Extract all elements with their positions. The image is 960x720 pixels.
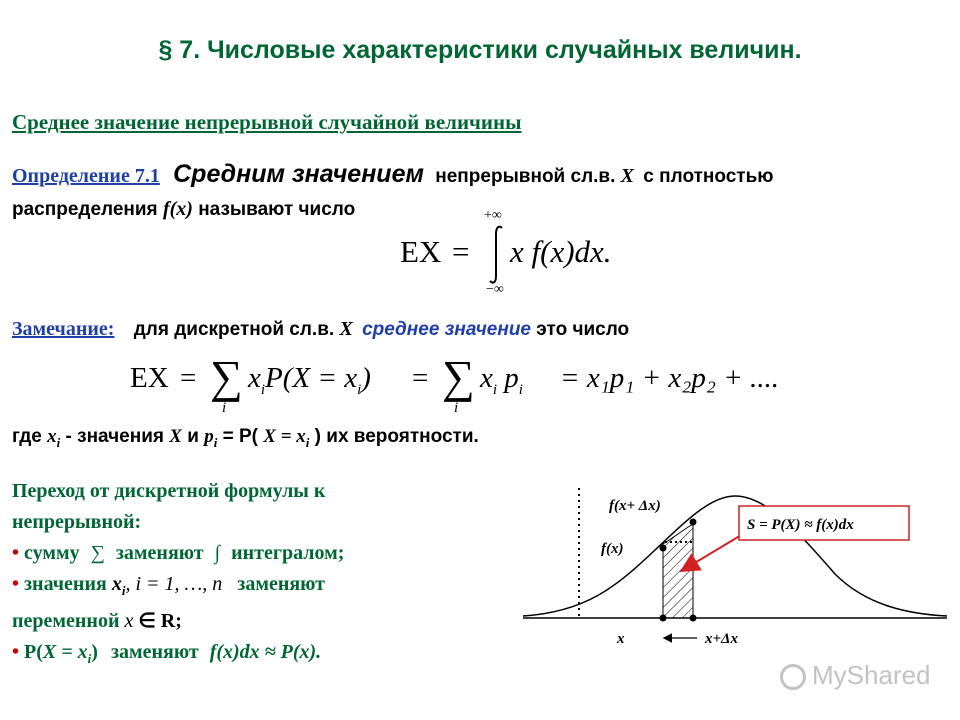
transition-bullet-2 [12,569,344,606]
remark-line [12,318,629,341]
remark-term: среднее значение [362,319,531,340]
integral-sign [488,224,506,284]
line-3-in: ∈ R; [138,610,182,632]
bullet-4-X: X = x [42,641,88,663]
remark-text-2: это число [536,319,630,340]
formula-sum [130,352,790,422]
label-axis-x: x [617,631,625,647]
remark-var: X [339,318,353,340]
sum2-x-sub: i [492,381,498,398]
bullet-1-marker: • [12,542,20,564]
sum-sign-1: ∑ [210,351,243,402]
sum-lhs: EX [130,362,169,394]
where-t4: = P( [222,426,258,447]
definition-term: Средним значением [173,160,424,188]
integral-upper-limit: +∞ [484,208,502,223]
density-graph [515,478,955,668]
where-p-sub: i [213,434,218,450]
bullet-4-c: заменяют [110,641,199,663]
sum-sign-2: ∑ [442,351,475,402]
bullet-2-x-sub: i [121,583,126,598]
formula-eq: = [452,234,470,269]
sum-index-2: i [454,400,459,416]
bullet-2-range: , i = 1, …, n [125,573,223,595]
integral-lower-limit: −∞ [486,282,504,297]
point-fx [660,545,667,552]
transition-line-3 [12,606,344,637]
where-t5: X = x [263,426,306,447]
where-X: X [169,426,182,447]
bullet-4-d: f(x)dx ≈ P(x). [209,641,322,663]
bullet-1-b: заменяют [115,542,204,564]
page-title: § 7. Числовые характеристики случайных величин. [158,36,802,64]
definition-line-2 [12,198,355,221]
sum-index-1: i [222,400,227,416]
definition-var: X [620,165,635,187]
sum2-x: x [480,362,493,394]
sum2-p-sub: i [518,381,523,398]
area-formula-text: S = P(X) ≈ f(x)dx [747,517,854,533]
line-3-a: переменной [12,610,120,632]
point-xdx [690,615,697,622]
where-line [12,426,479,451]
sum-eq-1: = [180,362,197,394]
definition-text-2: с плотностью [643,166,774,187]
remark-label[interactable]: Замечание: [12,318,115,340]
formula-ex-integral [400,208,660,302]
sum-term-close: ) [361,362,371,394]
sum-eq-2: = [412,362,429,394]
remark-text-1: для дискретной сл.в. [133,319,335,340]
where-x: x [47,426,57,447]
sum-term-x: x [248,362,261,394]
definition-density: f(x) [162,198,193,220]
sum-term-x-sub: i [260,381,266,398]
bullet-1-c: интегралом; [231,542,345,564]
label-fx: f(x) [601,541,624,557]
section-subtitle: Среднее значение непрерывной случайной величины [12,110,522,134]
definition-text-1: непрерывной сл.в. [435,166,616,187]
where-x-sub: i [56,434,61,450]
bullet-4-marker: • [12,641,20,663]
formula-integrand: x f(x)dx. [510,234,612,269]
point-fxdx [690,519,697,526]
bullet-2-a: значения [24,573,107,595]
sum-term-prob-sub: i [357,381,362,398]
bullet-4-sub: i [87,651,92,666]
definition-label[interactable]: Определение 7.1 [12,165,160,187]
sum2-p: p [504,362,519,394]
watermark-icon [780,664,806,690]
transition-bullet-4 [12,637,344,674]
where-t3: и [187,426,199,447]
bullet-1-a: сумму [24,542,80,564]
label-axis-xdx: x+Δx [705,631,738,647]
definition-line2-a: распределения [12,199,158,220]
transition-block [12,476,344,674]
integral-symbol: ∫ [214,542,221,564]
formula-lhs: EX [400,234,442,269]
watermark-text: MyShared [812,660,931,690]
sum-tail: = x₁p₁ + x₂p₂ + .... [560,362,780,394]
definition-line-1 [12,160,774,189]
where-t1: где [12,426,42,447]
watermark [780,660,931,691]
bullet-2-marker: • [12,573,20,595]
bullet-4-b: ) [91,641,98,663]
bullet-2-x: x [111,573,122,595]
point-x [660,615,667,622]
bullet-2-c: заменяют [237,573,326,595]
where-t5-sub: i [305,434,310,450]
transition-heading-2: непрерывной: [12,511,142,533]
line-3-x: x [124,610,134,632]
where-t6: ) их вероятности. [314,426,479,447]
transition-heading-1: Переход от дискретной формулы к [12,480,326,502]
transition-bullet-1 [12,538,344,569]
sum-term-prob: P(X = x [265,362,358,394]
bullet-4-a: P( [24,641,43,663]
definition-line2-b: называют число [198,199,356,220]
label-fxdx: f(x+ Δx) [609,498,661,514]
where-t2: - значения [65,426,164,447]
sum-symbol: ∑ [90,542,105,564]
where-p: p [204,426,214,447]
